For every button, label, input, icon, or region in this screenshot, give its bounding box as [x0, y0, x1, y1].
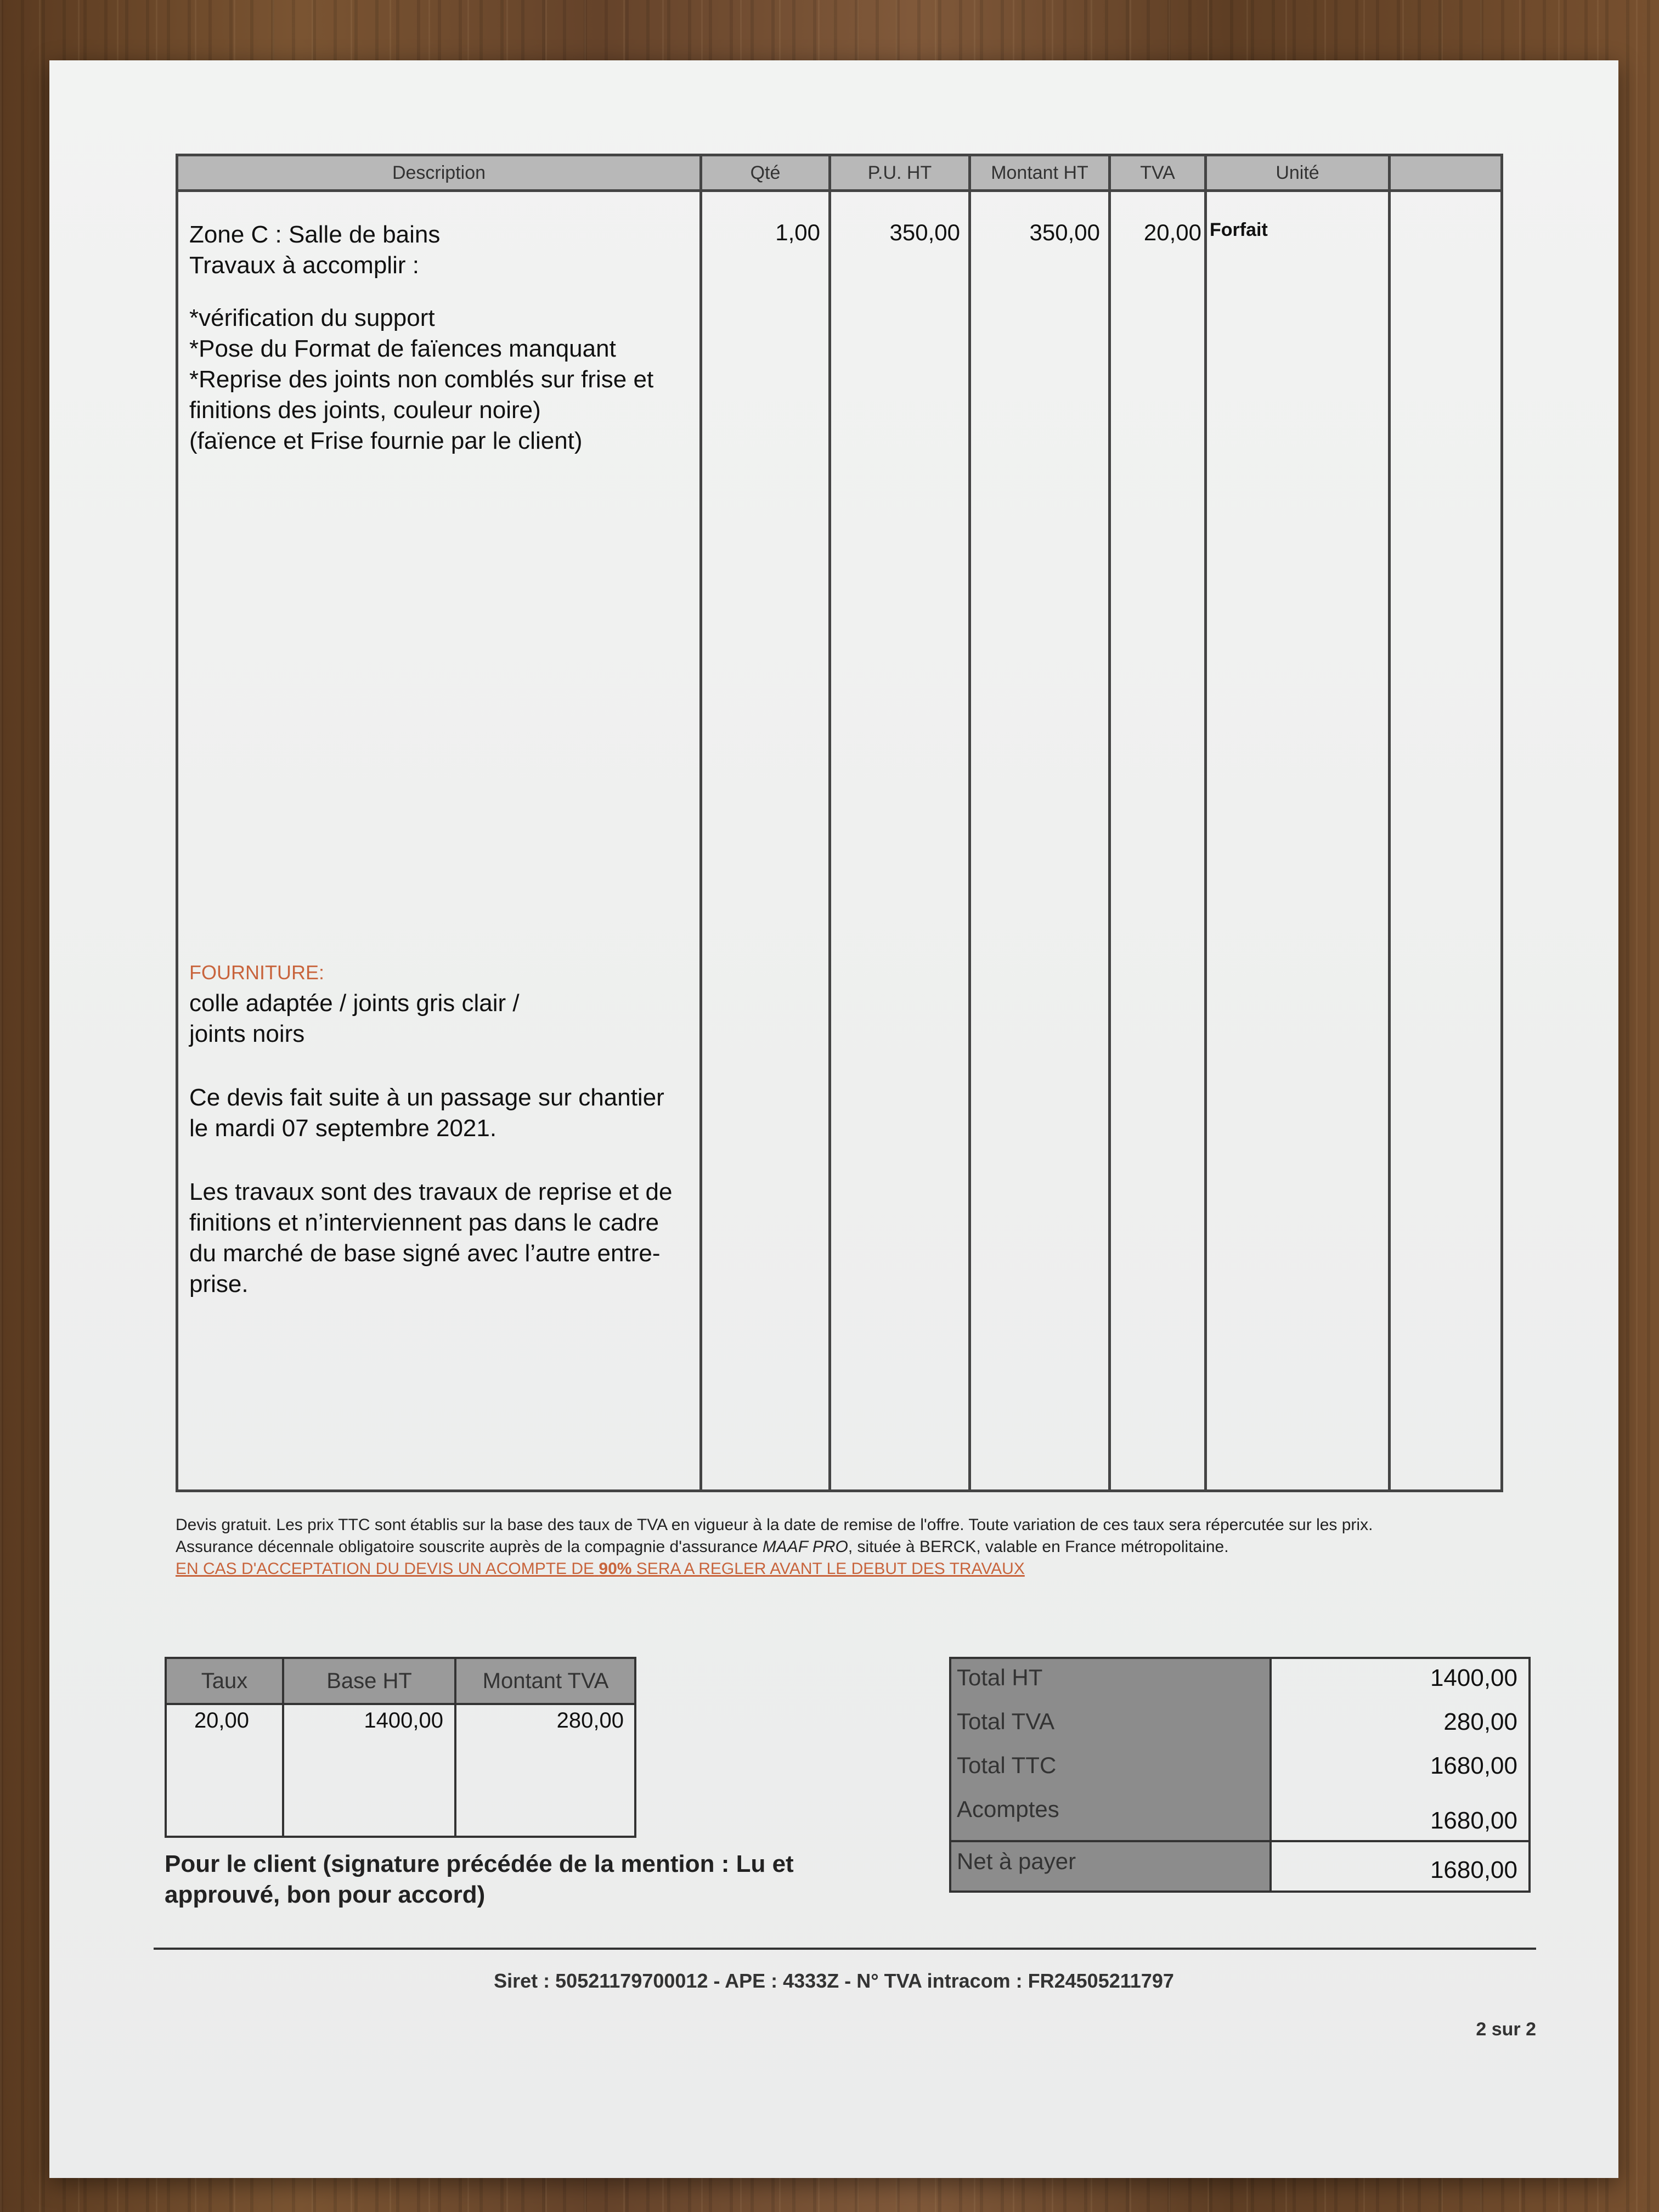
- vat-amount: 280,00: [556, 1708, 624, 1733]
- page-number: 2 sur 2: [1476, 2019, 1536, 2040]
- insurer-name: MAAF PRO: [762, 1538, 848, 1556]
- header-qty: Qté: [750, 162, 781, 183]
- total-ttc-value: 1680,00: [1430, 1752, 1517, 1779]
- fourniture-text: colle adaptée / joints gris clair /: [189, 990, 520, 1017]
- acomptes-label: Acomptes: [957, 1796, 1059, 1822]
- header-base-ht: Base HT: [326, 1669, 412, 1693]
- vat-table-header: [167, 1659, 634, 1705]
- work-item: finitions des joints, couleur noire): [189, 397, 541, 424]
- totals-divider: [951, 1840, 1528, 1842]
- quote-line-table: [176, 154, 1503, 1492]
- deposit-suffix: SERA A REGLER AVANT LE DEBUT DES TRAVAUX: [636, 1560, 1025, 1578]
- quote-page: [49, 60, 1618, 2178]
- description-block: [189, 219, 705, 456]
- work-item: *Pose du Format de faïences manquant: [189, 335, 616, 362]
- vat-breakdown-table: [165, 1657, 636, 1838]
- fourniture-block: [189, 957, 705, 1300]
- visit-text: le mardi 07 septembre 2021.: [189, 1115, 497, 1142]
- header-description: Description: [392, 162, 486, 183]
- visit-text: Ce devis fait suite à un passage sur chantier: [189, 1084, 664, 1111]
- cell-tva: 20,00: [1143, 219, 1201, 245]
- fourniture-text: joints noirs: [189, 1020, 305, 1047]
- legal-notes: [176, 1514, 1520, 1580]
- header-unite: Unité: [1276, 162, 1319, 183]
- header-montant-ht: Montant HT: [991, 162, 1088, 183]
- insurance-prefix: Assurance décennale obligatoire souscrite auprès de la compagnie d'assurance: [176, 1538, 758, 1556]
- totals-table: [949, 1657, 1531, 1893]
- column-divider: [1204, 156, 1207, 1489]
- column-divider: [828, 156, 831, 1489]
- header-montant-tva: Montant TVA: [482, 1669, 609, 1693]
- vat-base: 1400,00: [364, 1708, 443, 1733]
- pricing-note: Devis gratuit. Les prix TTC sont établis sur la base des taux de TVA en vigueur à la date de remise de l'offre. Toute variation de ces taux sera répercutée sur les prix.: [176, 1516, 1373, 1534]
- total-ttc-label: Total TTC: [957, 1752, 1057, 1778]
- cell-pu-ht: 350,00: [889, 219, 960, 245]
- fourniture-label: FOURNITURE:: [189, 961, 324, 984]
- column-divider: [282, 1659, 284, 1836]
- footer-rule: [154, 1948, 1536, 1950]
- insurance-note: [176, 1536, 1520, 1558]
- vat-rate: 20,00: [194, 1708, 250, 1733]
- work-item: *vérification du support: [189, 304, 435, 331]
- work-item: *Reprise des joints non comblés sur frise et: [189, 366, 654, 393]
- cell-qty: 1,00: [775, 219, 820, 245]
- header-tva: TVA: [1140, 162, 1175, 183]
- zone-title: Zone C : Salle de bains: [189, 221, 441, 248]
- scope-note: du marché de base signé avec l’autre entre-: [189, 1240, 661, 1267]
- column-divider: [1388, 156, 1391, 1489]
- cell-unite: Forfait: [1210, 219, 1268, 240]
- header-taux: Taux: [201, 1669, 248, 1693]
- cell-montant-ht: 350,00: [1029, 219, 1100, 245]
- scope-note: Les travaux sont des travaux de reprise et de: [189, 1178, 673, 1205]
- column-divider: [968, 156, 971, 1489]
- total-tva-value: 280,00: [1443, 1708, 1517, 1735]
- total-ht-value: 1400,00: [1430, 1664, 1517, 1691]
- scope-note: prise.: [189, 1271, 249, 1297]
- client-signature-note: Pour le client (signature précédée de la mention : Lu et approuvé, bon pour accord): [165, 1850, 794, 1908]
- deposit-warning: [176, 1558, 1520, 1580]
- work-heading: Travaux à accomplir :: [189, 252, 419, 279]
- work-item: (faïence et Frise fournie par le client): [189, 427, 583, 454]
- column-divider: [454, 1659, 456, 1836]
- column-divider: [1108, 156, 1111, 1489]
- total-ht-label: Total HT: [957, 1664, 1043, 1690]
- deposit-prefix: EN CAS D'ACCEPTATION DU DEVIS UN ACOMPTE DE: [176, 1560, 595, 1578]
- header-pu-ht: P.U. HT: [867, 162, 932, 183]
- total-tva-label: Total TVA: [957, 1708, 1055, 1734]
- company-identifiers: Siret : 50521179700012 - APE : 4333Z - N° TVA intracom : FR24505211797: [494, 1970, 1174, 1992]
- insurance-suffix: , située à BERCK, valable en France métropolitaine.: [848, 1538, 1229, 1556]
- net-a-payer-value: 1680,00: [1430, 1857, 1517, 1883]
- scope-note: finitions et n’interviennent pas dans le cadre: [189, 1209, 659, 1236]
- acomptes-value: 1680,00: [1430, 1807, 1517, 1834]
- table-header: [178, 156, 1500, 192]
- net-a-payer-label: Net à payer: [957, 1848, 1076, 1874]
- deposit-percent: 90%: [599, 1560, 632, 1578]
